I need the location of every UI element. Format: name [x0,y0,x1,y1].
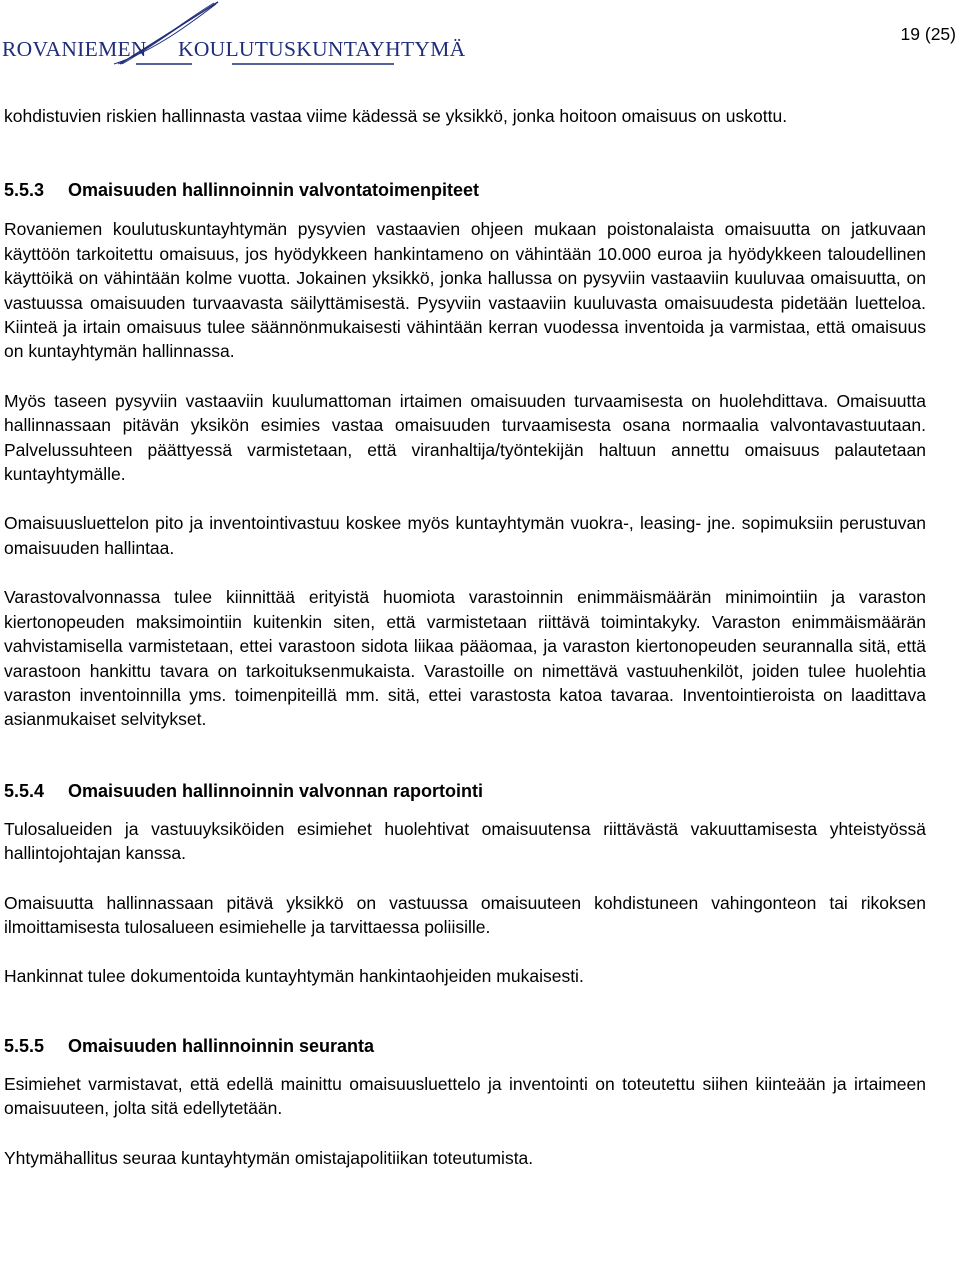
paragraph: Varastovalvonnassa tulee kiinnittää erityistä huomiota varastoinnin enimmäismäärän minimointiin ja varaston kiertonopeuden maksimointiin kuitenkin siten, että varmistetaan riittävä toimintakyky. Varaston enimmäismäärän vahvistamisella varmistetaan, ettei varastoon sidota liikaa pääomaa, ja varaston kiertonopeuden seurannalla sitä, että varastoon hankittu tavara on tarkoituksenmukaista. Varastoille on nimettävä vastuuhenkilöt, joiden tulee huolehtia varaston inventoinnilla yms. toimenpiteillä mm. sitä, ettei varastosta katoa tavaraa. Inventointieroista on laadittava asianmukaiset selvitykset. [4,587,926,730]
section-title: Omaisuuden hallinnoinnin seuranta [68,1035,375,1056]
section-number: 5.5.5 [4,1035,45,1056]
paragraph: Omaisuutta hallinnassaan pitävä yksikkö on vastuussa omaisuuteen kohdistuneen vahingonteon tai rikoksen ilmoittamisesta tulosalueen esimiehelle ja tarvittaessa poliisille. [4,892,926,937]
page-header [0,0,960,80]
paragraph: Omaisuusluettelon pito ja inventointivastuu koskee myös kuntayhtymän vuokra-, leasing- jne. sopimuksiin perustuvan omaisuuden hallintaa. [4,513,926,558]
section-title: Omaisuuden hallinnoinnin valvontatoimenpiteet [68,180,480,201]
paragraph: Hankinnat tulee dokumentoida kuntayhtymän hankintaohjeiden mukaisesti. [4,966,584,987]
section-heading-5-5-5 [4,1034,926,1058]
section-heading-5-5-4 [4,779,926,803]
paragraph: Esimiehet varmistavat, että edellä mainittu omaisuusluettelo ja inventointi on toteutettu siihen kiinteään ja irtaimeen omaisuuteen, jolta sitä edellytetään. [4,1073,926,1119]
document-body [4,104,926,1170]
intro-paragraph: kohdistuvien riskien hallinnasta vastaa viime kädessä se yksikkö, jonka hoitoon omaisuus on uskottu. [4,106,788,126]
paragraph: Tulosalueiden ja vastuuyksiköiden esimiehet huolehtivat omaisuutensa riittävästä vakuuttamisesta yhteistyössä hallintojohtajan kanssa. [4,818,926,864]
section-number: 5.5.4 [4,780,45,801]
section-number: 5.5.3 [4,180,45,201]
logo-right-text: KOULUTUSKUNTAYHTYMÄ [178,37,466,61]
paragraph: Rovaniemen koulutuskuntayhtymän pysyvien vastaavien ohjeen mukaan poistonalaista omaisuutta on jatkuvaan käyttöön tarkoitettu omaisuus, jos hyödykkeen hankintameno on vähintään 10.000 euroa ja hyödykkeen taloudellinen käyttöikä on vähintään kolme vuotta. Jokainen yksikkö, jonka hallussa on pysyviin vastaaviin kuuluvaa omaisuutta, on vastuussa omaisuuden turvaavasta säilyttämisestä. Pysyviin vastaaviin kuuluvasta omaisuudesta pidetään luetteloa. Kiinteä ja irtain omaisuus tulee säännönmukaisesti vähintään kerran vuodessa inventoida ja varmistaa, että omaisuus on kuntayhtymän hallinnassa. [4,219,926,362]
page-number: 19 (25) [900,24,956,44]
section-heading-5-5-3 [4,178,926,202]
logo-left-text: ROVANIEMEN [2,37,147,61]
section-title: Omaisuuden hallinnoinnin valvonnan raportointi [68,780,484,801]
paragraph: Yhtymähallitus seuraa kuntayhtymän omistajapolitiikan toteutumista. [4,1147,534,1168]
rovaniemi-logo [2,0,466,72]
paragraph: Myös taseen pysyviin vastaaviin kuulumattoman irtaimen omaisuuden turvaamisesta on huolehdittava. Omaisuutta hallinnassaan pitävän yksikön esimies vastaa omaisuuden turvaamisesta osana normaalia valvontavastuutaan. Palvelussuhteen päättyessä varmistetaan, että viranhaltija/työntekijän haltuun annettu omaisuus palautetaan kuntayhtymälle. [4,390,926,485]
